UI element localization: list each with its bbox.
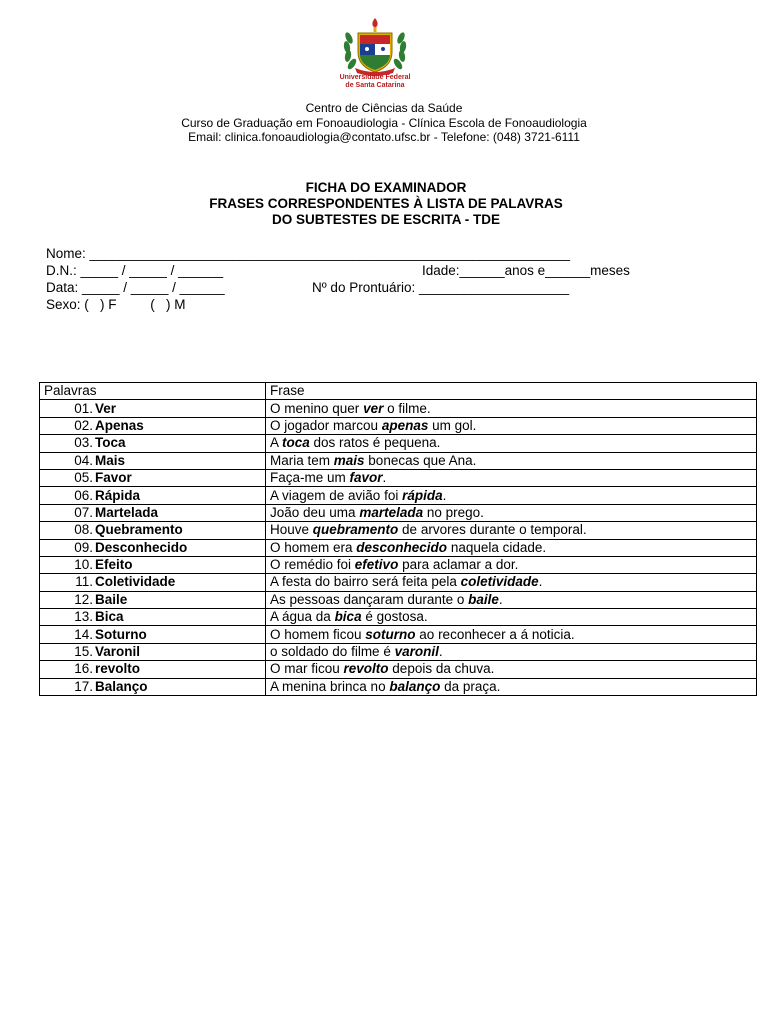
sentence-keyword: martelada xyxy=(359,504,424,520)
word-label: Favor xyxy=(95,470,132,486)
item-number: 04. xyxy=(74,452,93,468)
sentence-keyword: toca xyxy=(282,435,310,451)
sentence-keyword: soturno xyxy=(365,626,416,642)
sentence-cell xyxy=(266,539,757,556)
sexo-field[interactable]: Sexo: ( ) F ( ) M xyxy=(46,297,186,312)
sentence-cell xyxy=(266,487,757,504)
sentence-keyword: quebramento xyxy=(312,522,399,538)
word-cell xyxy=(40,452,266,469)
table-row xyxy=(40,417,757,434)
sentence-keyword: mais xyxy=(333,452,365,468)
item-number: 09. xyxy=(74,539,93,555)
sentence-after: . xyxy=(442,487,447,503)
sentence-after: naquela cidade. xyxy=(447,539,547,555)
sentence-after: . xyxy=(538,574,543,590)
table-row xyxy=(40,400,757,417)
sentence-after: ao reconhecer a á noticia. xyxy=(415,626,575,642)
sentence-keyword: apenas xyxy=(381,417,429,433)
word-cell xyxy=(40,504,266,521)
word-label: Coletividade xyxy=(95,574,176,590)
word-label: Martelada xyxy=(95,504,159,520)
word-cell xyxy=(40,469,266,486)
item-number: 06. xyxy=(74,487,93,503)
table-row xyxy=(40,435,757,452)
sentence-before: O homem ficou xyxy=(270,626,366,642)
word-sentence-table xyxy=(39,382,757,696)
data-field[interactable]: Data: _____ / _____ / ______ xyxy=(46,280,225,295)
sentence-before: O homem era xyxy=(270,539,357,555)
table-row xyxy=(40,452,757,469)
item-number: 12. xyxy=(74,591,93,607)
word-label: Ver xyxy=(95,400,117,416)
sentence-cell xyxy=(266,574,757,591)
sentence-keyword: varonil xyxy=(394,644,439,660)
sentence-keyword: efetivo xyxy=(354,557,399,573)
sentence-before: Maria tem xyxy=(270,452,334,468)
sentence-keyword: revolto xyxy=(343,661,389,677)
word-cell xyxy=(40,626,266,643)
form-row-dn xyxy=(46,262,726,279)
title-line-1: FICHA DO EXAMINADOR xyxy=(305,180,467,195)
title-line-3: DO SUBTESTES DE ESCRITA - TDE xyxy=(271,212,501,227)
item-number: 07. xyxy=(74,504,93,520)
sentence-cell xyxy=(266,469,757,486)
table-row xyxy=(40,661,757,678)
sentence-after: é gostosa. xyxy=(361,609,428,625)
table-row xyxy=(40,469,757,486)
sentence-before: A água da xyxy=(270,609,335,625)
patient-form xyxy=(46,245,726,313)
sentence-after: da praça. xyxy=(440,678,501,694)
sentence-before: O remédio foi xyxy=(270,557,355,573)
dn-field[interactable]: D.N.: _____ / _____ / ______ xyxy=(46,263,224,278)
table-row xyxy=(40,643,757,660)
form-row-nome xyxy=(46,245,726,262)
sentence-before: A viagem de avião foi xyxy=(270,487,403,503)
item-number: 10. xyxy=(74,557,93,573)
table-row xyxy=(40,522,757,539)
sentence-before: As pessoas dançaram durante o xyxy=(270,591,469,607)
word-label: Balanço xyxy=(95,678,148,694)
sentence-after: depois da chuva. xyxy=(388,661,495,677)
sentence-after: . xyxy=(438,644,443,660)
item-number: 02. xyxy=(74,417,93,433)
word-label: Toca xyxy=(95,435,126,451)
word-cell xyxy=(40,487,266,504)
sentence-after: . xyxy=(498,591,503,607)
title-line-2: FRASES CORRESPONDENTES À LISTA DE PALAVRAS xyxy=(209,196,563,211)
sentence-cell xyxy=(266,522,757,539)
item-number: 05. xyxy=(74,470,93,486)
sentence-cell xyxy=(266,556,757,573)
sentence-before: A festa do bairro será feita pela xyxy=(270,574,461,590)
word-cell xyxy=(40,574,266,591)
column-header-palavras: Palavras xyxy=(40,383,266,400)
sentence-keyword: desconhecido xyxy=(356,539,448,555)
sentence-after: um gol. xyxy=(428,417,477,433)
sentence-after: o filme. xyxy=(383,400,431,416)
sentence-before: O mar ficou xyxy=(270,661,344,677)
word-label: Soturno xyxy=(95,626,147,642)
item-number: 03. xyxy=(74,435,93,451)
sentence-after: para aclamar a dor. xyxy=(398,557,519,573)
word-cell xyxy=(40,661,266,678)
nome-field[interactable]: Nome: ________________________________________________________________ xyxy=(46,246,571,261)
logo-caption xyxy=(327,74,423,90)
word-label: Efeito xyxy=(95,557,133,573)
sentence-cell xyxy=(266,435,757,452)
item-number: 01. xyxy=(74,400,93,416)
sentence-after: . xyxy=(382,470,387,486)
institution-header xyxy=(0,101,768,145)
item-number: 08. xyxy=(74,522,93,538)
item-number: 13. xyxy=(74,609,93,625)
sentence-before: Faça-me um xyxy=(270,470,350,486)
table-row xyxy=(40,504,757,521)
word-label: Varonil xyxy=(95,644,141,660)
sentence-before: O jogador marcou xyxy=(270,417,382,433)
sentence-cell xyxy=(266,678,757,695)
sentence-after: de arvores durante o temporal. xyxy=(398,522,587,538)
word-cell xyxy=(40,643,266,660)
word-cell xyxy=(40,417,266,434)
sentence-keyword: coletividade xyxy=(460,574,539,590)
item-number: 11. xyxy=(75,574,93,590)
sentence-after: dos ratos é pequena. xyxy=(309,435,441,451)
table-row xyxy=(40,487,757,504)
document-title xyxy=(0,180,768,228)
sentence-after: no prego. xyxy=(423,504,484,520)
word-cell xyxy=(40,556,266,573)
table-row xyxy=(40,574,757,591)
sentence-cell xyxy=(266,452,757,469)
word-cell xyxy=(40,522,266,539)
sentence-before: A menina brinca no xyxy=(270,678,390,694)
header-line-2: Curso de Graduação em Fonoaudiologia - Clínica Escola de Fonoaudiologia xyxy=(181,115,587,130)
sentence-keyword: bica xyxy=(334,609,362,625)
logo-line-1: Universidade Federal xyxy=(339,74,411,81)
column-header-frase: Frase xyxy=(266,383,757,400)
logo-line-2: de Santa Catarina xyxy=(345,82,405,89)
word-cell xyxy=(40,400,266,417)
sentence-cell xyxy=(266,626,757,643)
item-number: 17. xyxy=(74,678,93,694)
sentence-cell xyxy=(266,417,757,434)
sentence-cell xyxy=(266,591,757,608)
word-cell xyxy=(40,435,266,452)
sentence-cell xyxy=(266,400,757,417)
sentence-cell xyxy=(266,609,757,626)
word-label: Apenas xyxy=(95,417,144,433)
table-header-row xyxy=(40,383,757,400)
word-label: Bica xyxy=(95,609,124,625)
item-number: 14. xyxy=(74,626,93,642)
word-label: Desconhecido xyxy=(95,539,188,555)
header-line-3: Email: clinica.fonoaudiologia@contato.ufsc.br - Telefone: (048) 3721-6111 xyxy=(188,130,580,144)
header-line-1: Centro de Ciências da Saúde xyxy=(305,101,463,115)
table-row xyxy=(40,626,757,643)
form-row-data xyxy=(46,279,726,296)
word-cell xyxy=(40,609,266,626)
sentence-cell xyxy=(266,504,757,521)
word-cell xyxy=(40,678,266,695)
item-number: 15. xyxy=(74,644,93,660)
sentence-before: João deu uma xyxy=(270,504,360,520)
sentence-keyword: favor xyxy=(349,470,383,486)
idade-field[interactable]: Idade:______anos e______meses xyxy=(422,263,630,278)
item-number: 16. xyxy=(74,661,93,677)
sentence-before: O menino quer xyxy=(270,400,364,416)
word-label: Rápida xyxy=(95,487,141,503)
sentence-keyword: ver xyxy=(363,400,384,416)
sentence-keyword: rápida xyxy=(402,487,443,503)
table-row xyxy=(40,609,757,626)
word-cell xyxy=(40,591,266,608)
form-row-sexo xyxy=(46,296,726,313)
sentence-before: Houve xyxy=(270,522,313,538)
sentence-before: A xyxy=(270,435,283,451)
sentence-cell xyxy=(266,643,757,660)
sentence-after: bonecas que Ana. xyxy=(364,452,477,468)
sentence-cell xyxy=(266,661,757,678)
word-label: Quebramento xyxy=(95,522,183,538)
sentence-keyword: baile xyxy=(468,591,499,607)
prontuario-field[interactable]: Nº do Prontuário: ____________________ xyxy=(312,280,570,295)
word-label: Mais xyxy=(95,452,126,468)
word-label: revolto xyxy=(95,661,141,677)
table-row xyxy=(40,591,757,608)
word-cell xyxy=(40,539,266,556)
word-label: Baile xyxy=(95,591,128,607)
table-row xyxy=(40,556,757,573)
sentence-before: o soldado do filme é xyxy=(270,644,395,660)
table-row xyxy=(40,678,757,695)
sentence-keyword: balanço xyxy=(389,678,441,694)
table-row xyxy=(40,539,757,556)
